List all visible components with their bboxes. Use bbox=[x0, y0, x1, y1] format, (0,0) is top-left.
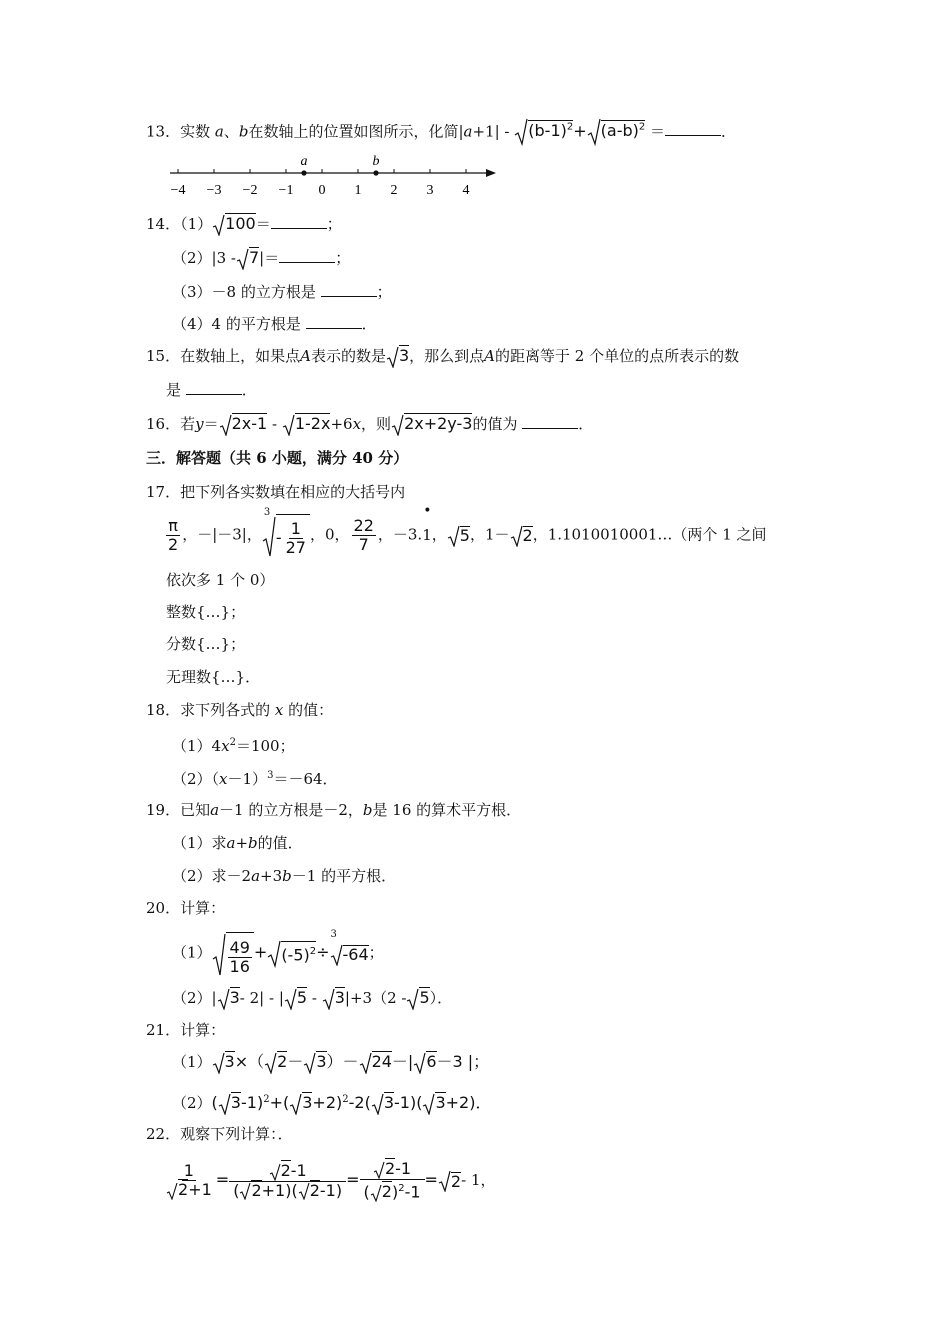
q22-eq-1: = bbox=[215, 1170, 230, 1189]
q18-p2-x: x bbox=[219, 770, 228, 788]
q21-part-1 bbox=[172, 1052, 489, 1074]
sqrt-sign-icon bbox=[289, 1093, 302, 1115]
q21-p1-end: －3 |； bbox=[436, 1052, 490, 1071]
q13-radicand-1 bbox=[528, 120, 573, 140]
q20-frac bbox=[228, 939, 252, 976]
sqrt-sign-icon bbox=[284, 988, 297, 1010]
q20-cbrt-idx: 3 bbox=[330, 928, 337, 940]
q19-p1-pre: （1）求 bbox=[172, 834, 227, 852]
q16-radicand-2: 1-2x bbox=[294, 414, 331, 433]
q16-dot: ． bbox=[578, 415, 594, 433]
q15-text-2: 表示的数是 bbox=[310, 347, 386, 365]
q17-cbrt-minus: - bbox=[275, 528, 282, 547]
sqrt-sign-icon bbox=[298, 1182, 310, 1200]
q22-f3-num-r: 2 bbox=[384, 1159, 396, 1179]
q20-p1-label: （1） bbox=[172, 943, 212, 962]
q20-p2-end: ）． bbox=[429, 989, 453, 1007]
q21-p1-close: ）－ bbox=[326, 1052, 359, 1071]
q22-f2-den-t: -1) bbox=[319, 1180, 343, 1200]
q15-line-1 bbox=[146, 346, 739, 368]
q21-p1-r4: 24 bbox=[371, 1052, 392, 1071]
q21-p1-r5: 6 bbox=[426, 1052, 437, 1071]
q17-rad-2: 2 bbox=[522, 526, 533, 545]
q13-rad2-text: (a-b) bbox=[600, 121, 639, 141]
q18-p1-x: x bbox=[221, 737, 230, 755]
q14-radicand: 100 bbox=[225, 214, 256, 233]
sqrt-sign-icon bbox=[510, 525, 523, 547]
q21-p2-t4: +2)． bbox=[445, 1093, 492, 1112]
q22-f2-num bbox=[229, 1162, 346, 1182]
sqrt-sign-icon bbox=[236, 248, 249, 270]
q19-part-2 bbox=[172, 866, 396, 886]
sqrt-sign-icon bbox=[386, 346, 399, 368]
sqrt-sign-icon bbox=[212, 1052, 225, 1074]
q17-text-1: ，－|－3|， bbox=[182, 525, 262, 544]
q15-text-4: 的距离等于 2 个单位的点所表示的数 bbox=[495, 347, 740, 365]
q19-p2-b: b bbox=[282, 867, 292, 885]
q22-f3-den-e: 2 bbox=[398, 1182, 405, 1194]
q22-f2-den-m: +1)( bbox=[261, 1180, 298, 1200]
q13-number: 13．实数 bbox=[146, 122, 211, 141]
q18-part-1 bbox=[172, 733, 295, 756]
sqrt-sign-icon bbox=[219, 414, 232, 436]
q21-p2-o1: ( bbox=[211, 1093, 218, 1112]
q19-p2-a: a bbox=[251, 867, 261, 885]
q14-blank-2 bbox=[279, 248, 335, 263]
q18-title bbox=[146, 700, 333, 720]
q18-p1-post: ＝100； bbox=[235, 737, 295, 755]
q19-title bbox=[146, 800, 521, 820]
q20-cbrt bbox=[330, 928, 369, 977]
q17-cbrt-den: 27 bbox=[285, 537, 306, 557]
q17-numbers-line bbox=[164, 502, 767, 557]
q20-rad-exp: 2 bbox=[309, 946, 317, 958]
q20-div: ÷ bbox=[316, 942, 330, 962]
q13-var-b: b bbox=[238, 122, 249, 141]
q13-var-a: a bbox=[214, 122, 224, 141]
q19-p2-post: －1 的平方根． bbox=[291, 867, 397, 885]
q13-end: ． bbox=[721, 122, 737, 141]
q17-frac-22-7 bbox=[352, 517, 376, 554]
q13-abs-tail: +1| - bbox=[472, 122, 510, 141]
q16-then: ，则 bbox=[361, 415, 392, 433]
sqrt-sign-icon bbox=[282, 414, 295, 436]
sqrt-sign-icon bbox=[413, 1052, 426, 1074]
q22-f3-num-t: -1 bbox=[395, 1159, 412, 1179]
q20-part-1 bbox=[172, 928, 384, 974]
q22-res-t: - 1， bbox=[461, 1171, 496, 1189]
q22-f3-den bbox=[362, 1180, 423, 1202]
q13-rad2-exp: 2 bbox=[638, 122, 646, 133]
q16-minus: - bbox=[271, 415, 278, 433]
q18-p2-post: ＝－64． bbox=[273, 770, 338, 788]
q21-p2-r3: 3 bbox=[383, 1093, 394, 1112]
q19-p1-post: 的值． bbox=[257, 834, 303, 852]
q22-res-r: 2 bbox=[450, 1171, 462, 1191]
number-line-tick-label: 0 bbox=[318, 183, 326, 198]
q17-cbrt-body bbox=[276, 514, 310, 561]
sqrt-sign-icon bbox=[212, 931, 226, 977]
q22-f1-num: 1 bbox=[183, 1161, 194, 1181]
q17-cbrt bbox=[262, 507, 310, 561]
q17-cbrt-frac bbox=[284, 520, 308, 557]
q20-title: 20．计算： bbox=[146, 899, 226, 917]
q22-f2-den-r2: 2 bbox=[309, 1180, 320, 1200]
q22-f2-num-r: 2 bbox=[280, 1161, 291, 1180]
q14-line-1 bbox=[146, 214, 342, 236]
q18-p2-pre: （2）（ bbox=[172, 770, 220, 788]
number-line-tick-label: −3 bbox=[206, 183, 222, 198]
q20-cbrt-text: -64 bbox=[342, 945, 369, 964]
q17-repeating-digit bbox=[422, 502, 432, 558]
q18-part-2 bbox=[172, 766, 338, 789]
q22-frac-3 bbox=[362, 1160, 423, 1201]
q19-p1-expr: a+b bbox=[226, 834, 258, 852]
number-line-point-a bbox=[301, 170, 306, 175]
sqrt-sign-icon bbox=[514, 118, 528, 146]
q16-blank bbox=[522, 414, 578, 429]
q17-text-2: ，0， bbox=[309, 525, 350, 544]
q17-line-2: 依次多 1 个 0） bbox=[166, 571, 275, 589]
number-line-tick-label: 4 bbox=[462, 183, 470, 198]
q19-pre: 19．已知 bbox=[146, 801, 211, 819]
q19-p2-mid: +3 bbox=[260, 867, 283, 885]
sqrt-sign-icon bbox=[406, 988, 419, 1010]
q16-tail: +6 bbox=[330, 415, 353, 433]
q15-text-3: ，那么到点 bbox=[409, 347, 485, 365]
sqrt-sign-icon bbox=[447, 525, 460, 547]
q16-equals: ＝ bbox=[203, 415, 219, 433]
q20-p2-a: - 2| - | bbox=[239, 989, 284, 1007]
q22-f3-den-r: 2 bbox=[381, 1182, 392, 1202]
sqrt-sign-icon bbox=[267, 940, 281, 968]
q21-p2-r4: 3 bbox=[435, 1093, 446, 1112]
number-line-label-a: a bbox=[300, 154, 308, 169]
number-line bbox=[160, 150, 505, 200]
q17-rad-5: 5 bbox=[459, 526, 470, 545]
q17-title: 17．把下列各实数填在相应的大括号内 bbox=[146, 483, 406, 501]
q17-cbrt-index: 3 bbox=[263, 507, 271, 518]
q22-f1-den-r: 2 bbox=[178, 1180, 189, 1200]
q13-answer-blank bbox=[665, 121, 721, 136]
q22-f3-num bbox=[360, 1160, 425, 1180]
q17-fractions: 分数{…}； bbox=[166, 635, 246, 653]
q13-line bbox=[146, 118, 736, 146]
q21-p2-e2: 2 bbox=[342, 1094, 349, 1105]
section-heading: 三．解答题（共 6 小题，满分 40 分） bbox=[146, 449, 409, 467]
q15-text-5: 是 bbox=[166, 381, 182, 399]
q16-var-y: y bbox=[195, 415, 204, 433]
sqrt-sign-icon bbox=[269, 1163, 281, 1181]
q18-p1-pre: （1）4 bbox=[172, 737, 222, 755]
q16-radicand-3: 2x+2y-3 bbox=[404, 414, 473, 433]
q13-abs-var: a bbox=[463, 122, 473, 141]
q13-rad1-text: (b-1) bbox=[528, 121, 567, 141]
q22-eq-3: = bbox=[424, 1170, 438, 1189]
q19-part-1 bbox=[172, 833, 303, 853]
q14-p2-tail: |＝ bbox=[259, 249, 280, 267]
q17-rep-digit: 1 bbox=[422, 525, 432, 544]
q15-blank bbox=[186, 380, 242, 395]
q14-p4-text: （4）4 的平方根是 bbox=[172, 315, 301, 333]
q17-f-den: 7 bbox=[358, 535, 369, 554]
q22-f1-den-t: +1 bbox=[188, 1180, 212, 1200]
q19-b: b bbox=[362, 801, 373, 819]
q19-mid1: －1 的立方根是－2， bbox=[219, 801, 363, 819]
q13-sep: 、 bbox=[223, 122, 239, 141]
number-line-tick-label: 3 bbox=[426, 183, 434, 198]
sqrt-sign-icon bbox=[370, 1184, 382, 1202]
sqrt-sign-icon bbox=[422, 1093, 435, 1115]
q21-p2-t1: -1) bbox=[240, 1093, 264, 1112]
sqrt-sign-icon bbox=[330, 944, 343, 966]
q22-f1-den bbox=[164, 1181, 214, 1200]
q22-f2-den-o: ( bbox=[233, 1180, 240, 1200]
q20-f-num: 49 bbox=[229, 937, 250, 957]
q22-f3-den-c: ) bbox=[391, 1182, 399, 1202]
q22-f2-den-r1: 2 bbox=[251, 1180, 262, 1200]
q22-f3-den-t: -1 bbox=[404, 1182, 421, 1202]
number-line-tick-label: −2 bbox=[242, 183, 258, 198]
q15-radicand: 3 bbox=[398, 346, 410, 365]
q21-p2-m: -2( bbox=[348, 1093, 371, 1112]
q14-semi-2: ； bbox=[335, 249, 351, 267]
q22-f3-den-o: ( bbox=[363, 1182, 370, 1202]
q20-plus: + bbox=[253, 942, 268, 962]
q21-p1-abs: －| bbox=[391, 1052, 414, 1071]
sqrt-sign-icon bbox=[587, 118, 601, 146]
sqrt-sign-icon bbox=[262, 514, 276, 558]
q14-p3-text: （3）－8 的立方根是 bbox=[172, 283, 316, 301]
q20-p2-b: - bbox=[311, 989, 317, 1007]
q16-text-1: 16．若 bbox=[146, 415, 196, 433]
sqrt-sign-icon bbox=[391, 414, 404, 436]
sqrt-sign-icon bbox=[217, 988, 230, 1010]
q20-p2-c: |+3（2 - bbox=[344, 989, 407, 1007]
number-line-arrow-icon bbox=[486, 169, 496, 177]
q21-p1-times: ×（ bbox=[234, 1052, 265, 1071]
q14-blank-3 bbox=[321, 282, 377, 297]
number-line-tick-label: −1 bbox=[278, 183, 294, 198]
q22-f2-den bbox=[231, 1182, 344, 1201]
sqrt-sign-icon bbox=[373, 1161, 385, 1179]
q22-frac-1 bbox=[164, 1162, 214, 1200]
q14-blank-1 bbox=[271, 214, 327, 229]
q20-p2-r4: 5 bbox=[419, 988, 430, 1007]
q15-point-a: A bbox=[300, 347, 311, 365]
q20-rad-2 bbox=[281, 941, 316, 965]
q20-p2-label: （2）| bbox=[172, 989, 217, 1007]
q21-p1-r1: 3 bbox=[224, 1052, 235, 1071]
sqrt-sign-icon bbox=[359, 1052, 372, 1074]
q14-blank-4 bbox=[306, 314, 362, 329]
sqrt-sign-icon bbox=[322, 988, 335, 1010]
q20-p2-r2: 5 bbox=[296, 988, 308, 1007]
q16-radicand-1: 2x-1 bbox=[231, 414, 268, 433]
q20-part-2 bbox=[172, 988, 452, 1010]
q19-mid2: 是 16 的算术平方根． bbox=[372, 801, 522, 819]
q17-text-3: ，－3. bbox=[377, 525, 423, 544]
q17-pi-num: π bbox=[168, 516, 178, 535]
q13-radicand-2 bbox=[601, 120, 646, 140]
sqrt-sign-icon bbox=[371, 1093, 384, 1115]
q14-line-2 bbox=[172, 248, 350, 270]
q18-title-pre: 18．求下列各式的 bbox=[146, 701, 271, 719]
number-line-point-b bbox=[373, 170, 378, 175]
q22-title: 22．观察下列计算：． bbox=[146, 1125, 293, 1143]
q20-rad-text: (-5) bbox=[281, 945, 310, 965]
q21-p2-label: （2） bbox=[172, 1094, 212, 1112]
q21-p2-t3: -1)( bbox=[394, 1093, 423, 1112]
q17-cbrt-num: 1 bbox=[290, 518, 301, 538]
sqrt-sign-icon bbox=[264, 1052, 277, 1074]
q17-irrationals: 无理数{…}． bbox=[166, 668, 261, 686]
number-line-tick-label: 2 bbox=[390, 183, 398, 198]
q13-equals: ＝ bbox=[650, 122, 666, 141]
q21-p2-t2: +2) bbox=[312, 1093, 343, 1112]
q22-equation bbox=[162, 1156, 496, 1206]
q14-line-4 bbox=[172, 314, 377, 334]
q14-line-3 bbox=[172, 282, 392, 302]
q19-p2-pre: （2）求－2 bbox=[172, 867, 252, 885]
q14-semi-3: ； bbox=[376, 283, 392, 301]
q13-rad1-exp: 2 bbox=[566, 122, 574, 133]
q14-p2-radicand: 7 bbox=[248, 248, 260, 267]
q21-p1-r3: 3 bbox=[316, 1052, 327, 1071]
q17-text-5: ，1－ bbox=[469, 525, 510, 544]
q21-p1-r2: 2 bbox=[277, 1052, 288, 1071]
q21-p2-r2: 3 bbox=[302, 1093, 313, 1112]
q17-integers: 整数{…}； bbox=[166, 603, 246, 621]
q20-f-den: 16 bbox=[229, 956, 250, 976]
number-line-label-b: b bbox=[372, 154, 380, 169]
q18-title-x: x bbox=[274, 701, 284, 719]
number-line-tick-label: 1 bbox=[354, 183, 362, 198]
sqrt-sign-icon bbox=[166, 1182, 178, 1200]
q15-dot: ． bbox=[241, 381, 257, 399]
sqrt-sign-icon bbox=[438, 1170, 451, 1192]
q15-point-a-2: A bbox=[484, 347, 495, 365]
q17-pi-den: 2 bbox=[168, 535, 179, 554]
q21-p1-minus: － bbox=[287, 1052, 304, 1071]
q16-text-2: 的值为 bbox=[472, 415, 518, 433]
q19-a: a bbox=[210, 801, 220, 819]
q14-equals: ＝ bbox=[255, 215, 271, 233]
q14-p2-text: （2）|3 - bbox=[172, 249, 236, 267]
q16-var-x: x bbox=[352, 415, 362, 433]
q21-title: 21．计算： bbox=[146, 1021, 226, 1039]
q14-number: 14．（1） bbox=[146, 215, 213, 233]
q18-p1-exp: 2 bbox=[229, 737, 236, 748]
q20-p2-r1: 3 bbox=[229, 988, 240, 1007]
q18-p2-mid: －1） bbox=[227, 770, 268, 788]
q21-part-2 bbox=[172, 1090, 491, 1115]
sqrt-sign-icon bbox=[218, 1093, 231, 1115]
q17-frac-pi bbox=[166, 517, 180, 554]
q22-eq-2: = bbox=[346, 1170, 360, 1189]
q13-text: 在数轴上的位置如图所示，化简| bbox=[248, 122, 464, 141]
q21-p2-r1: 3 bbox=[230, 1093, 241, 1112]
q17-f-num: 22 bbox=[353, 516, 374, 535]
q20-frac-rad bbox=[226, 932, 254, 979]
q17-text-6: ，1.1010010001…（两个 1 之间 bbox=[532, 525, 767, 544]
sqrt-sign-icon bbox=[303, 1052, 316, 1074]
q14-semi-1: ； bbox=[326, 215, 342, 233]
q15-text-1: 15．在数轴上，如果点 bbox=[146, 347, 301, 365]
q14-dot: ． bbox=[361, 315, 377, 333]
q13-plus: + bbox=[573, 121, 587, 141]
q16-line bbox=[146, 414, 593, 436]
q17-text-4: ， bbox=[431, 525, 447, 544]
q21-p2-e1: 2 bbox=[263, 1094, 270, 1105]
q18-title-post: 的值： bbox=[288, 701, 334, 719]
q22-f2-num-t: -1 bbox=[290, 1161, 307, 1180]
repeat-dot-icon: • bbox=[423, 502, 432, 519]
sqrt-sign-icon bbox=[212, 214, 225, 236]
q20-semi: ； bbox=[368, 943, 384, 962]
sqrt-sign-icon bbox=[239, 1182, 251, 1200]
q15-line-2 bbox=[166, 380, 257, 400]
number-line-tick-label: −4 bbox=[170, 183, 186, 198]
q21-p2-plus: +( bbox=[269, 1093, 290, 1112]
q20-p2-r3: 3 bbox=[334, 988, 345, 1007]
q21-p1-label: （1） bbox=[172, 1053, 212, 1071]
q18-p2-exp: 3 bbox=[267, 770, 274, 781]
q22-frac-2 bbox=[231, 1162, 344, 1200]
